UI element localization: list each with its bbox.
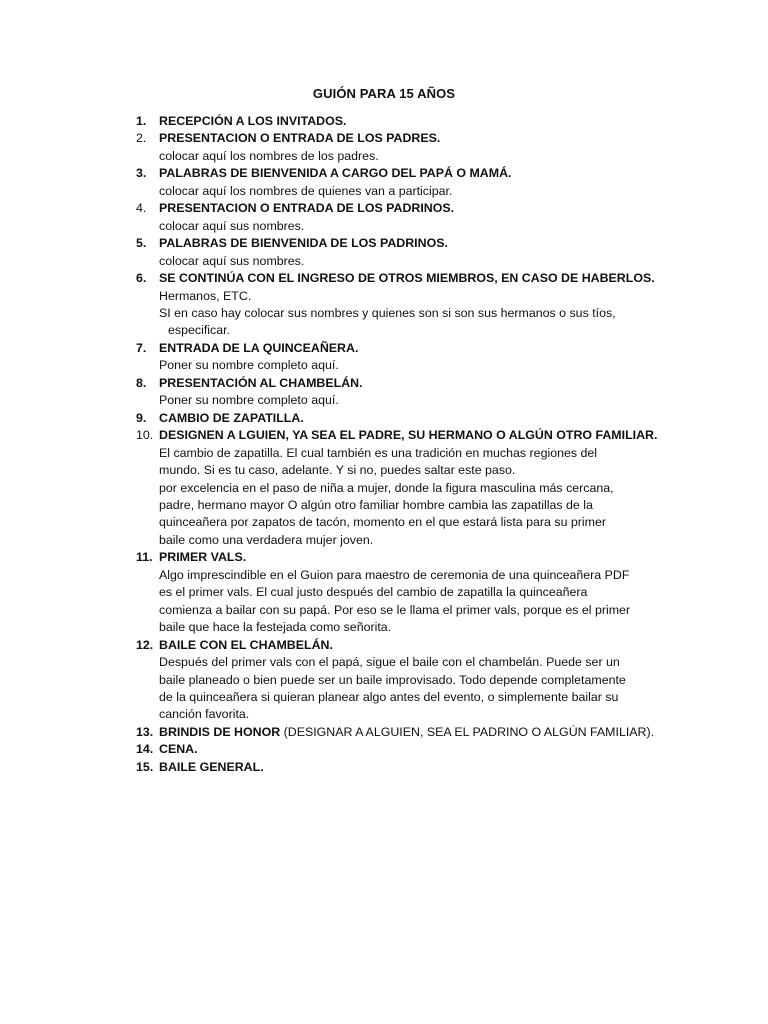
item-number: 7. <box>136 340 147 355</box>
list-item <box>136 724 656 741</box>
item-number: 10. <box>136 428 154 443</box>
list-item <box>136 200 656 235</box>
item-number: 1. <box>136 114 147 128</box>
item-detail-line: canción favorita. <box>159 707 250 722</box>
item-number: 8. <box>136 375 147 390</box>
item-detail-line: quinceañera por zapatos de tacón, momento en el que estará lista para su primer <box>159 515 607 530</box>
item-detail-line: colocar aquí sus nombres. <box>159 253 305 268</box>
item-heading-line <box>159 375 656 392</box>
item-detail-line: El cambio de zapatilla. El cual también es una tradición en muchas regiones del <box>159 445 598 460</box>
item-detail-line: padre, hermano mayor O algún otro familiar hombre cambia las zapatillas de la <box>159 497 593 512</box>
item-heading: RECEPCIÓN A LOS INVITADOS. <box>159 114 347 128</box>
item-heading-line <box>159 741 656 758</box>
item-detail-line: de la quinceañera si quieran planear algo antes del evento, o simplemente bailar su <box>159 689 619 704</box>
item-heading: BAILE CON EL CHAMBELÁN. <box>159 637 333 652</box>
list-item <box>136 759 656 776</box>
list-item <box>136 340 656 375</box>
item-number: 9. <box>136 410 147 425</box>
item-detail-line: Hermanos, ETC. <box>159 288 252 303</box>
list-item <box>136 130 656 165</box>
document-title: GUIÓN PARA 15 AÑOS <box>312 86 456 101</box>
item-heading-line <box>159 165 656 182</box>
item-heading-line <box>159 549 656 566</box>
item-heading: BRINDIS DE HONOR <box>159 724 281 739</box>
item-heading: ENTRADA DE LA QUINCEAÑERA. <box>159 340 359 355</box>
item-detail-line: baile como una verdadera mujer joven. <box>159 532 374 547</box>
item-detail-line: por excelencia en el paso de niña a mujer, donde la figura masculina más cercana, <box>159 480 614 495</box>
item-number: 5. <box>136 236 147 251</box>
item-heading: CAMBIO DE ZAPATILLA. <box>159 410 304 425</box>
item-detail-line: Después del primer vals con el papá, sigue el baile con el chambelán. Puede ser un <box>159 655 620 670</box>
item-detail-line: es el primer vals. El cual justo después del cambio de zapatilla la quinceañera <box>159 585 588 600</box>
item-number: 3. <box>136 166 147 181</box>
item-heading-line <box>159 113 656 130</box>
item-number: 13. <box>136 724 154 739</box>
item-heading: PRESENTACION O ENTRADA DE LOS PADRINOS. <box>159 201 455 216</box>
item-detail-line: colocar aquí los nombres de quienes van a participar. <box>159 183 453 198</box>
item-heading-line <box>159 235 656 252</box>
item-heading-line <box>159 340 656 357</box>
item-heading-line <box>159 427 656 444</box>
item-detail-line: comienza a bailar con su papá. Por eso se le llama el primer vals, porque es el primer <box>159 602 631 617</box>
numbered-list <box>136 113 656 776</box>
item-heading-line <box>159 270 656 287</box>
item-number: 4. <box>136 201 147 216</box>
list-item <box>136 235 656 270</box>
item-number: 6. <box>136 271 147 286</box>
item-number: 12. <box>136 637 154 652</box>
list-item <box>136 410 656 427</box>
item-detail-line: baile que hace la festejada como señorita. <box>159 620 392 635</box>
item-heading-line <box>159 130 656 147</box>
item-heading-line <box>159 724 656 741</box>
list-item <box>136 113 656 130</box>
item-detail-line: baile planeado o bien puede ser un baile improvisado. Todo depende completamente <box>159 672 626 687</box>
list-item <box>136 549 656 636</box>
item-detail-line: SI en caso hay colocar sus nombres y quienes son si son sus hermanos o sus tíos, <box>159 305 616 320</box>
list-item <box>136 427 656 549</box>
item-detail-line: mundo. Si es tu caso, adelante. Y si no, puedes saltar este paso. <box>159 463 516 478</box>
item-heading-note: (DESIGNAR A ALGUIEN, SEA EL PADRINO O ALGÚN FAMILIAR). <box>280 724 655 739</box>
list-item <box>136 375 656 410</box>
item-detail-line: Poner su nombre completo aquí. <box>159 393 339 408</box>
item-heading: DESIGNEN A LGUIEN, YA SEA EL PADRE, SU HERMANO O ALGÚN OTRO FAMILIAR. <box>159 428 658 443</box>
list-item <box>136 270 656 340</box>
item-heading: PRESENTACION O ENTRADA DE LOS PADRES. <box>159 131 441 146</box>
item-detail-line: especificar. <box>168 323 230 338</box>
item-number: 2. <box>136 131 147 146</box>
item-heading-line <box>159 200 656 217</box>
item-detail-line: Algo imprescindible en el Guion para maestro de ceremonia de una quinceañera PDF <box>159 567 630 582</box>
item-heading-line <box>159 637 656 654</box>
item-heading: BAILE GENERAL. <box>159 759 264 774</box>
item-heading-line <box>159 759 656 776</box>
item-heading: PRIMER VALS. <box>159 550 247 565</box>
item-number: 11. <box>136 550 153 565</box>
list-item <box>136 637 656 724</box>
item-detail-line: colocar aquí los nombres de los padres. <box>159 148 379 163</box>
list-item <box>136 741 656 758</box>
item-number: 14. <box>136 742 154 757</box>
item-detail-line: Poner su nombre completo aquí. <box>159 358 339 373</box>
item-heading-line <box>159 410 656 427</box>
item-number: 15. <box>136 759 154 774</box>
item-detail-line: colocar aquí sus nombres. <box>159 218 305 233</box>
item-heading: PALABRAS DE BIENVENIDA DE LOS PADRINOS. <box>159 236 448 251</box>
item-heading: PRESENTACIÓN AL CHAMBELÁN. <box>159 375 363 390</box>
list-item <box>136 165 656 200</box>
item-heading: SE CONTINÚA CON EL INGRESO DE OTROS MIEMBROS, EN CASO DE HABERLOS. <box>159 271 655 286</box>
item-heading: PALABRAS DE BIENVENIDA A CARGO DEL PAPÁ O MAMÁ. <box>159 166 512 181</box>
item-heading: CENA. <box>159 742 198 757</box>
